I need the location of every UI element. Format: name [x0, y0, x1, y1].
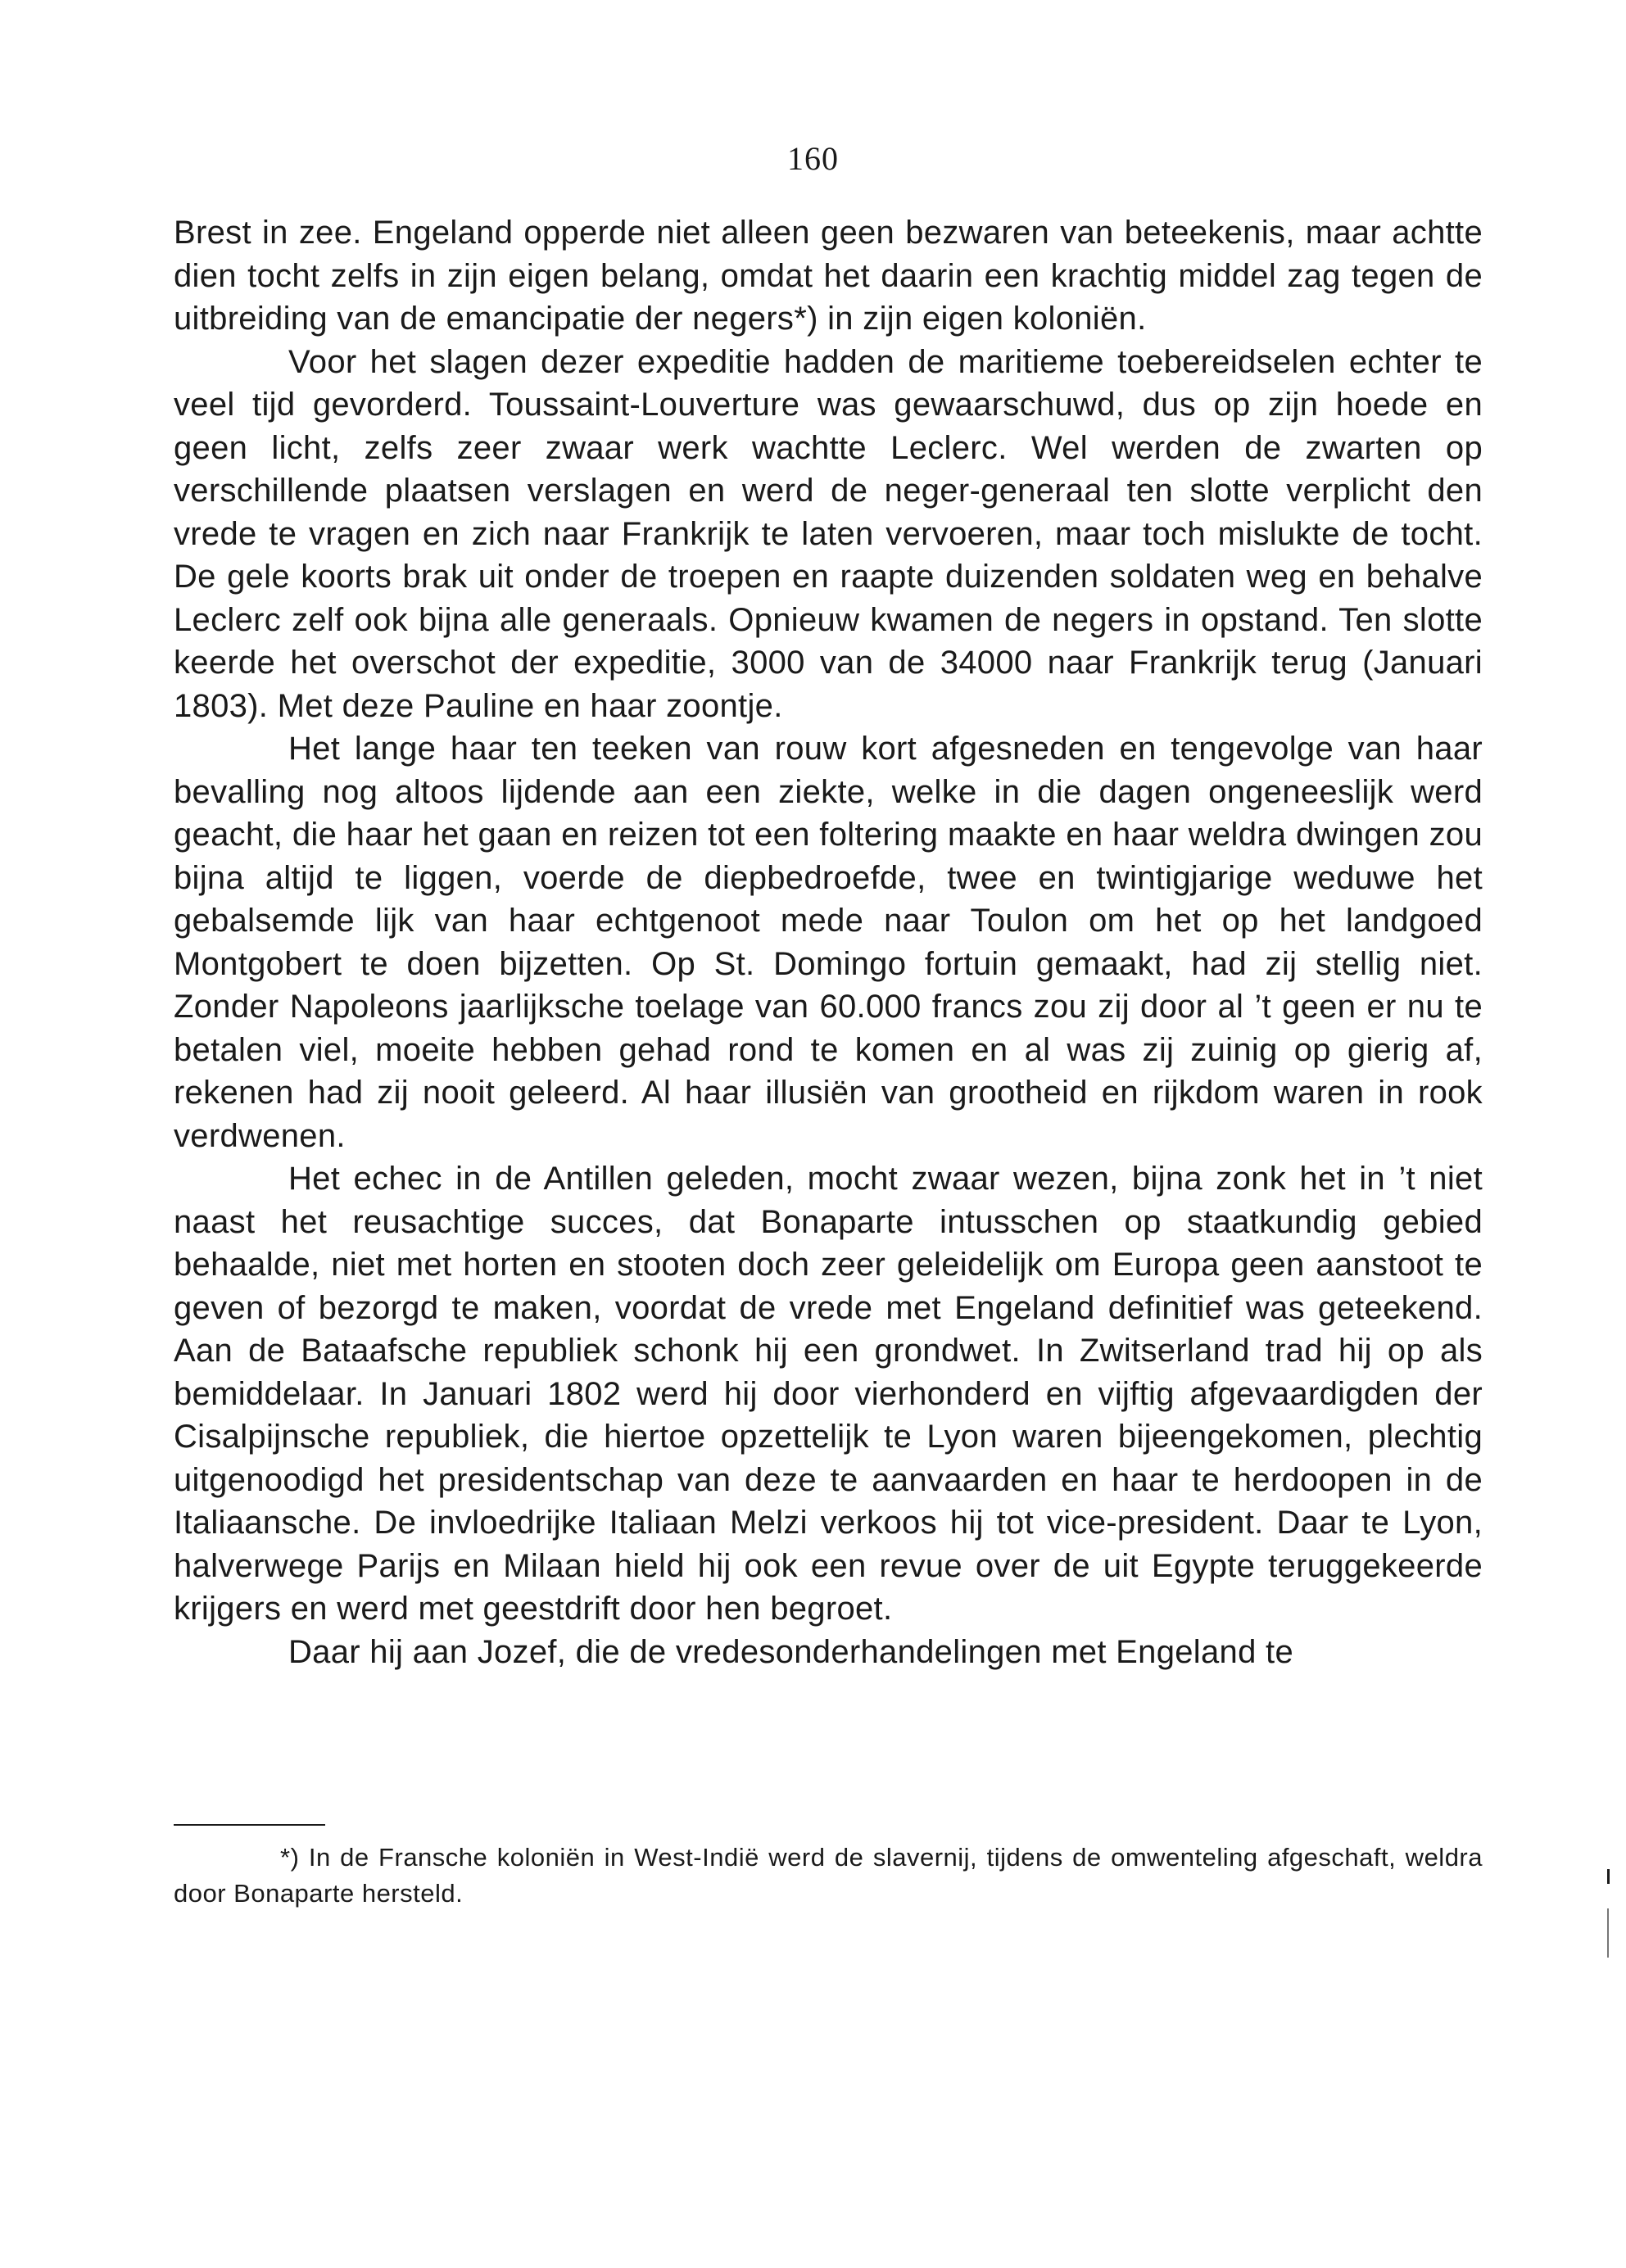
paragraph-3: Het lange haar ten teeken van rouw kort afgesneden en tengevolge van haar bevalling nog altoos lijdende aan een ziekte, welke in die dagen ongeneeslijk werd geacht, die haar het gaan en reizen tot een foltering maakte en haar weldra dwingen zou bijna altijd te liggen, voerde de diepbedroefde, twee en twintigjarige weduwe het gebalsemde lijk van haar echtgenoot mede naar Toulon om het op het landgoed Montgobert te doen bijzetten. Op St. Domingo fortuin gemaakt, had zij stellig niet. Zonder Napoleons jaarlijksche toelage van 60.000 francs zou zij door al ’t geen er nu te betalen viel, moeite hebben gehad rond te komen en al was zij zuinig op gierig af, rekenen had zij nooit geleerd. Al haar illusiën van grootheid en rijkdom waren in rook verdwenen. — [174, 731, 1483, 1154]
scan-edge-mark — [1607, 1869, 1610, 1884]
body-text — [174, 211, 1483, 1673]
footnote: *) In de Fransche koloniën in West-Indië werd de slavernij, tijdens de omwenteling afgeschaft, weldra door Bonaparte hersteld. — [174, 1843, 1483, 1908]
paragraph-2: Voor het slagen dezer expeditie hadden de maritieme toebereidselen echter te veel tijd gevorderd. Toussaint-Louverture was gewaarschuwd, dus op zijn hoede en geen licht, zelfs zeer zwaar werk wachtte Leclerc. Wel werden de zwarten op verschillende plaatsen verslagen en werd de neger-generaal ten slotte verplicht den vrede te vragen en zich naar Frankrijk te laten vervoeren, maar toch mislukte de tocht. De gele koorts brak uit onder de troepen en raapte duizenden soldaten weg en behalve Leclerc zelf ook bijna alle generaals. Opnieuw kwamen de negers in opstand. Ten slotte keerde het overschot der expeditie, 3000 van de 34000 naar Frankrijk terug (Januari 1803). Met deze Pauline en haar zoontje. — [174, 343, 1483, 724]
scan-edge-mark — [1607, 1908, 1609, 1958]
paragraph-1: Brest in zee. Engeland opperde niet alleen geen bezwaren van beteekenis, maar achtte dien tocht zelfs in zijn eigen belang, omdat het daarin een krachtig middel zag tegen de uitbreiding van de emancipatie der negers*) in zijn eigen koloniën. — [174, 215, 1483, 337]
paragraph-4: Het echec in de Antillen geleden, mocht zwaar wezen, bijna zonk het in ’t niet naast het reusachtige succes, dat Bonaparte intusschen op staatkundig gebied behaalde, niet met horten en stooten doch zeer geleidelijk om Europa geen aanstoot te geven of bezorgd te maken, voordat de vrede met Engeland definitief was geteekend. Aan de Bataafsche republiek schonk hij een grondwet. In Zwitserland trad hij op als bemiddelaar. In Januari 1802 werd hij door vierhonderd en vijftig afgevaardigden der Cisalpijnsche republiek, die hiertoe opzettelijk te Lyon waren bijeengekomen, plechtig uitgenoodigd het presidentschap van deze te aanvaarden en haar te herdoopen in de Italiaansche. De invloedrijke Italiaan Melzi verkoos hij tot vice-president. Daar te Lyon, halverwege Parijs en Milaan hield hij ook een revue over de uit Egypte teruggekeerde krijgers en werd met geestdrift door hen begroet. — [174, 1161, 1483, 1627]
paragraph-5: Daar hij aan Jozef, die de vredesonderhandelingen met Engeland te — [288, 1633, 1293, 1670]
page-number: 160 — [787, 140, 839, 177]
footnote-divider — [174, 1824, 325, 1826]
